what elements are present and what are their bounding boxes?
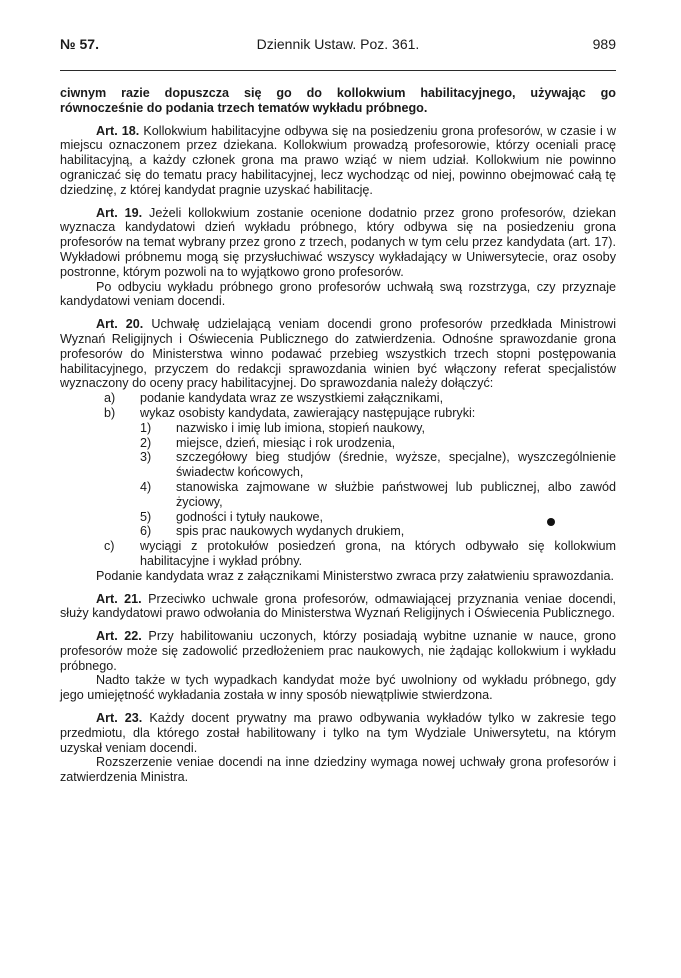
article-21-text: Przeciwko uchwale grona profesorów, odmawiającej przyznania veniae docendi, służy kandydatowi prawo odwołania do Ministerstwa Wyznań Religijnych i Oświecenia Publicznego. — [60, 591, 617, 621]
journal-title: Dziennik Ustaw. Poz. 361. — [256, 36, 420, 52]
sublist-item-text: godności i tytuły naukowe, — [176, 509, 324, 524]
issue-number: № 57. — [60, 36, 99, 52]
sublist-item — [60, 421, 616, 436]
article-22 — [60, 629, 616, 673]
article-23-label: Art. 23. — [96, 711, 143, 726]
sublist-item — [60, 510, 616, 525]
sublist-item-text: spis prac naukowych wydanych drukiem, — [176, 524, 405, 539]
list-item-a — [60, 391, 616, 406]
article-23-para-2: Rozszerzenie veniae docendi na inne dziedziny wymaga nowej uchwały grona profesorów i zatwierdzenia Ministra. — [60, 755, 616, 785]
list-item-b — [60, 406, 616, 539]
header-rule — [60, 70, 616, 71]
sublist-item — [60, 524, 616, 539]
article-22-text: Przy habilitowaniu uczonych, którzy posiadają wybitne uznanie w nauce, grono profesorów może się zadowolić przedłożeniem prac naukowych, nie żądając kollokwium i wykładu próbnego. — [60, 629, 616, 673]
article-20-closing: Podanie kandydata wraz z załącznikami Ministerstwo zwraca przy załatwieniu sprawozdania. — [96, 568, 614, 583]
article-18 — [60, 124, 616, 198]
article-19-text: Jeżeli kollokwium zostanie ocenione dodatnio przez grono profesorów, dziekan wyznacza kandydatowi dzień wykładu próbnego, który odbywa się na posiedzeniu grona profesorów na temat wybrany przez grono z trzech, podanych w tym celu przez kandydata (art. 17). Wykładowi próbnemu mogą się przysłuchiwać wszyscy wykładający w Uniwersytecie, oraz osoby postronne, którym pozwoli na to wyjątkowo grono profesorów. — [60, 205, 617, 279]
document-body — [60, 86, 616, 785]
article-22-para-2: Nadto także w tych wypadkach kandydat może być uwolniony od wykładu próbnego, gdy jego umiejętność wykładania została w inny sposób niewątpliwie stwierdzona. — [60, 673, 616, 703]
list-item-text: podanie kandydata wraz ze wszystkiemi załącznikami, — [140, 391, 444, 406]
article-19-para-2: Po odbyciu wykładu próbnego grono profesorów uchwałą swą rozstrzyga, czy przyznaje kandydatowi veniam docendi. — [60, 279, 616, 309]
sublist-marker: 4) — [140, 479, 152, 494]
article-19-label: Art. 19. — [96, 205, 143, 220]
sublist-marker: 2) — [140, 435, 152, 450]
sublist-item — [60, 450, 616, 480]
ink-dot-mark — [547, 518, 555, 526]
intro-line-2: równocześnie do podania trzech tematów wykładu próbnego. — [60, 100, 428, 115]
article-21-label: Art. 21. — [96, 591, 142, 606]
list-marker: b) — [104, 405, 116, 420]
article-21 — [60, 592, 616, 622]
sublist-item-text: stanowiska zajmowane w służbie państwowej lub publicznej, albo zawód życiowy, — [176, 479, 616, 509]
article-20-label: Art. 20. — [96, 317, 144, 332]
list-marker: a) — [104, 391, 116, 406]
page-header — [60, 36, 616, 56]
list-item-text: wyciągi z protokułów posiedzeń grona, na których odbywało się kollokwium habilitacyjne i wykład próbny. — [140, 539, 616, 568]
list-item-text: wykaz osobisty kandydata, zawierający następujące rubryki: — [140, 405, 476, 420]
article-20-text: Uchwałę udzielającą veniam docendi grono profesorów przedkłada Ministrowi Wyznań Religijnych i Oświecenia Publicznego do zatwierdzenia. Odnośne sprawozdanie grona profesorów do Ministerstwa winno podawać przebieg wszystkich trzech stopni postępowania habilitacyjnego, przyczem do redakcji sprawozdania winien być włączony referat specjalistów wyznaczony do oceny pracy habilitacyjnej. Do sprawozdania należy dołączyć: — [60, 317, 617, 391]
sublist-item-text: miejsce, dzień, miesiąc i rok urodzenia, — [176, 435, 396, 450]
sublist-item — [60, 480, 616, 510]
article-22-label: Art. 22. — [96, 629, 142, 644]
attachments-list — [60, 391, 616, 569]
article-19 — [60, 206, 616, 280]
sublist-marker: 3) — [140, 450, 152, 465]
intro-line-1: ciwnym razie dopuszcza się go do kollokwium habilitacyjnego, używając go — [60, 86, 616, 100]
list-marker: c) — [104, 539, 115, 554]
article-18-label: Art. 18. — [96, 123, 140, 138]
rubrics-list — [140, 421, 616, 539]
sublist-item — [60, 436, 616, 451]
article-18-text: Kollokwium habilitacyjne odbywa się na posiedzeniu grona profesorów, w czasie i w miejscu oznaczonem przez dziekana. Kollokwium prowadzą profesorowie, którzy oceniali pracę habilitacyjną, a każdy członek grona ma prawo wziąć w niem udział. Kollokwium nie powinno ograniczać się do tematu pracy habilitacyjnej, lecz wychodząc od niej, powinno obejmować całą tę dziedzinę, z której kandydat pragnie uzyskać habilitację. — [60, 123, 617, 197]
sublist-marker: 5) — [140, 509, 152, 524]
article-20 — [60, 317, 616, 391]
sublist-marker: 6) — [140, 524, 152, 539]
sublist-item-text: szczegółowy bieg studjów (średnie, wyższe, specjalne), wyszczególnienie świadectw końcowych, — [176, 450, 616, 480]
sublist-item-text: nazwisko i imię lub imiona, stopień naukowy, — [176, 420, 425, 435]
sublist-marker: 1) — [140, 420, 152, 435]
article-23 — [60, 711, 616, 755]
article-23-text: Każdy docent prywatny ma prawo odbywania wykładów tylko w zakresie tego przedmiotu, dla którego został habilitowany i tylko na tym Wydziale Uniwersytetu, na którym uzyskał veniam docendi. — [60, 711, 617, 755]
page-number: 989 — [592, 36, 616, 52]
list-item-c — [60, 539, 616, 569]
